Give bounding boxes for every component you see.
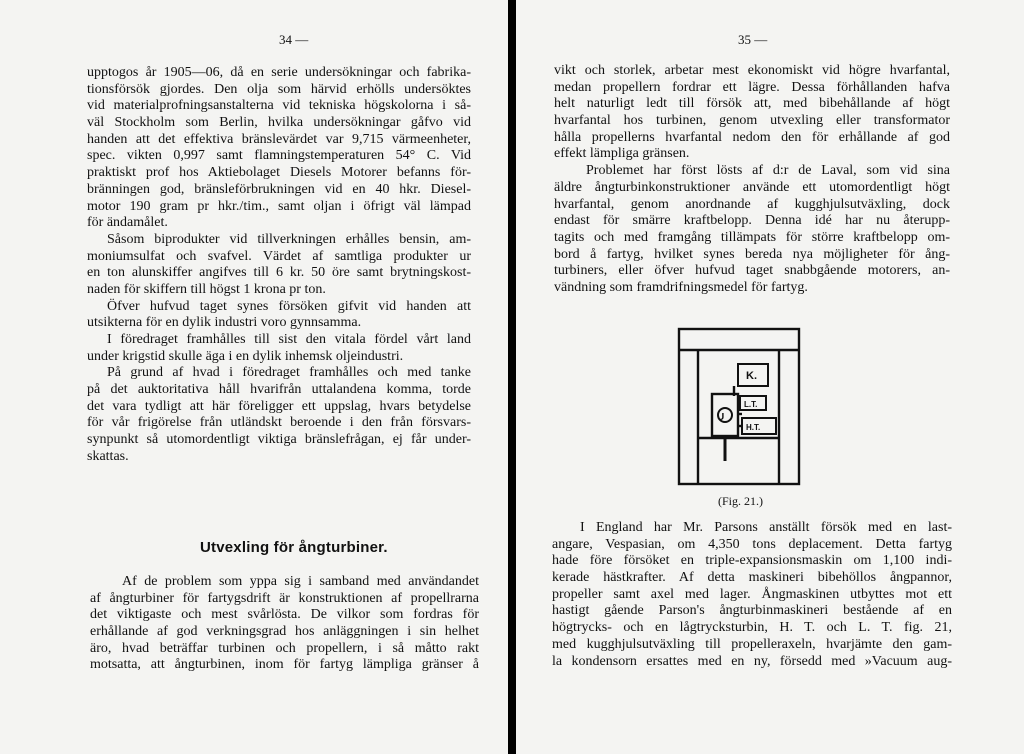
text-line: synpunkt så utomordentligt viktiga bränslefrågan, ej får under- — [87, 432, 471, 448]
text-line: med kugghjulsutväxling till propelleraxeln, hvarjämte den gam- — [552, 636, 952, 652]
text-line: helt naturligt ledt till försök att, med bibehållande af högt — [554, 96, 950, 112]
text-line: spec. vikten 0,997 samt flamningstemperaturen 54° C. Vid — [87, 148, 471, 164]
text-line: vid materialprofningsanstalterna vid tekniska högskolorna i så- — [87, 98, 471, 114]
text-line: hålla propellerns hvarfantal nedom den för erhållande af god — [554, 129, 950, 145]
text-line: under krigstid skulle äga i en dylik inhemsk oljeindustri. — [87, 348, 404, 364]
text-line: tagits och med framgång tillämpats för större kraftbelopp om- — [554, 229, 950, 245]
text-line: hade före försöket en triple-expansionsmaskin om 1,100 indi- — [552, 553, 952, 569]
text-line: medan propellern fordrar ett lägre. Dessa förhållanden hafva — [554, 79, 950, 95]
text-line: för ändamålet. — [87, 215, 168, 231]
text-line: effekt lämpliga gränsen. — [554, 146, 690, 162]
body-text-lower — [552, 520, 952, 670]
text-line: erhållande af god verkningsgrad hos anläggningen i sin helhet — [90, 624, 479, 640]
text-line: naden för skiffern till högst 1 krona pr ton. — [87, 281, 326, 297]
gear-casing — [712, 394, 738, 436]
text-line: turbiners, eller öfver hufvud taget snabbgående motorers, an- — [554, 263, 950, 279]
text-line: moniumsulfat och svafvel. Värdet af samtliga produkter ur — [87, 248, 471, 264]
figure-caption: (Fig. 21.) — [718, 494, 763, 508]
label-ht: H.T. — [746, 423, 761, 432]
text-line: bränningen god, bränsleförbrukningen vid en 40 hkr. Diesel- — [87, 181, 471, 197]
left-page — [0, 0, 508, 754]
page-number: 35 — — [738, 32, 768, 47]
text-line: Af de problem som yppa sig i samband med användandet — [122, 574, 479, 589]
text-line: På grund af hvad i föredraget framhålles och med tanke — [107, 365, 471, 381]
text-line: Problemet har först lösts af d:r de Laval, som vid sina — [586, 163, 950, 179]
text-line: bord å fartyg, hvilket synes bereda nya möjligheter för ång- — [554, 246, 950, 262]
text-line: I England har Mr. Parsons anställt försök med en last- — [580, 520, 952, 535]
label-lt: L.T. — [744, 400, 758, 409]
text-line: Såsom biprodukter vid tillverkningen erhålles bensin, am- — [107, 231, 471, 247]
label-k: K. — [746, 370, 757, 382]
text-line: propeller samt axel med lager. Ångmaskinen utbyttes mot ett — [552, 586, 952, 602]
text-line: kerade hästkrafter. Af detta maskineri bibehöllos ångpannor, — [552, 570, 952, 586]
text-line: af ångturbiner för fartygsdrift är konstruktionen af propellrarna — [90, 590, 479, 606]
text-line: en ton alunskiffer angifves till 6 kr. 50 öre samt brytningskost- — [87, 265, 471, 281]
text-line: praktiskt prof hos Aktiebolaget Diesels Motorer befanns för- — [87, 165, 471, 181]
text-line: angare, Vespasian, om 4,350 tons deplacement. Detta fartyg — [552, 536, 952, 552]
turbine-gearing-diagram — [676, 326, 804, 490]
page-number: 34 — — [279, 32, 309, 47]
text-line: endast för smärre kraftbelopp. Denna idé har nu återupp- — [554, 213, 950, 229]
text-line: utsikterna för en dylik industri voro gynnsamma. — [87, 315, 362, 331]
body-text-upper — [87, 65, 471, 466]
text-line: motsatta, att ångturbinen, inom för fartyg lämpliga gränser å — [90, 657, 479, 673]
text-line: hvarfantal, genom anordnande af kugghjulsutväxling, dock — [554, 196, 950, 212]
text-line: vändning som framdrifningsmedel för fartyg. — [554, 279, 808, 295]
text-line: la kondensorn ersattes med en ny, försedd med »Vacuum aug- — [552, 653, 952, 669]
label-u: U — [717, 412, 725, 423]
text-line: upptogos år 1905—06, då en serie undersökningar och fabrika- — [87, 65, 471, 80]
section-heading: Utvexling för ångturbiner. — [200, 539, 388, 556]
text-line: handen att det effektiva bränslevärdet var 9,715 värmeenheter, — [87, 131, 471, 147]
text-line: det viktigaste och mest svårlösta. De vilkor som fordras för — [90, 607, 479, 623]
text-line: I föredraget framhålles till sist den vitala fördel vårt land — [107, 332, 471, 347]
text-line: äro, hvad beträffar turbinen och propellern, i så måtto rakt — [90, 640, 479, 656]
text-line: vikt och storlek, arbetar mest ekonomiskt vid högre hvarfantal, — [554, 63, 950, 78]
text-line: Öfver hufvud taget synes försöken gifvit vid handen att — [107, 298, 471, 314]
text-line: äldre ångturbinkonstruktioner använde ett utomordentligt högt — [554, 179, 950, 195]
text-line: hvarfantal hos turbinen, genom utvexling eller transformator — [554, 113, 950, 129]
body-text-upper — [554, 63, 950, 297]
text-line: för vår frigörelse från utländskt beroende i den från försvars- — [87, 415, 471, 431]
text-line: väl Stockholm som Berlin, hvilka undersökningar gåfvo vid — [87, 115, 471, 131]
text-line: det vara tydligt att här föreligger ett uppslag, hvars betydelse — [87, 398, 471, 414]
text-line: högtrycks- och en lågtrycksturbin, H. T. och L. T. fig. 21, — [552, 620, 952, 636]
body-text-lower — [90, 574, 479, 674]
text-line: motor 190 gram pr hkr./tim., samt oljan i öfrigt väl lämpad — [87, 198, 471, 214]
text-line: hastigt gående Parson's ångturbinmaskineri bestående af en — [552, 603, 952, 619]
book-gutter — [508, 0, 516, 754]
text-line: på det auktoritativa håll hvarifrån uttalandena komma, torde — [87, 382, 471, 398]
text-line: tionsförsök gjordes. Den olja som härvid erhölls undersöktes — [87, 81, 471, 97]
text-line: skattas. — [87, 448, 129, 464]
